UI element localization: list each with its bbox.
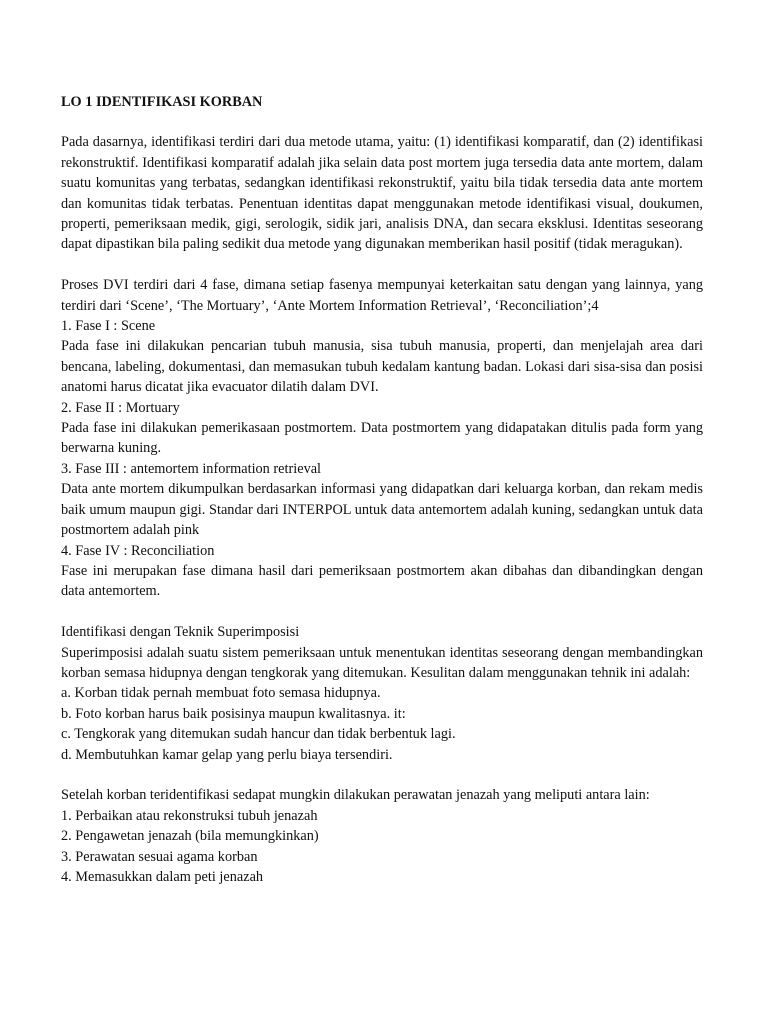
list-item: 4. Memasukkan dalam peti jenazah	[61, 868, 264, 885]
list-item: 1. Perbaikan atau rekonstruksi tubuh jenazah	[61, 807, 318, 824]
phase-1-text: Pada fase ini dilakukan pencarian tubuh manusia, sisa tubuh manusia, properti, dan menjelajah area dari bencana, labeling, dokumentasi, dan memasukan tubuh kedalam kantung badan. Lokasi dari sisa-sisa dan posisi anatomi harus dicatat jika evacuator dilatih dalam DVI.	[61, 338, 703, 396]
list-item: b. Foto korban harus baik posisinya maupun kwalitasnya. it:	[61, 705, 406, 722]
list-item: a. Korban tidak pernah membuat foto semasa hidupnya.	[61, 685, 381, 702]
spacer	[61, 602, 703, 622]
intro-paragraph: Pada dasarnya, identifikasi terdiri dari dua metode utama, yaitu: (1) identifikasi komparatif, dan (2) identifikasi rekonstruktif. Identifikasi komparatif adalah jika selain data post mortem juga tersedia data ante mortem, dalam suatu komunitas yang terbatas, sedangkan identifikasi rekonstruktif, yaitu bila tidak tersedia data ante mortem dan komunitas tidak terbatas. Penentuan identitas dapat menggunakan metode identifikasi visual, doukumen, properti, pemeriksaan medik, gigi, serologik, sidik jari, analisis DNA, dan secara eksklusi. Identitas seseorang dapat dipastikan bila paling sedikit dua metode yang digunakan memberikan hasil positif (tidak meragukan).	[61, 134, 703, 253]
phase-4-heading: 4. Fase IV : Reconciliation	[61, 542, 215, 559]
document-title: LO 1 IDENTIFIKASI KORBAN	[61, 94, 263, 110]
list-item: 3. Perawatan sesuai agama korban	[61, 848, 258, 865]
document-page	[61, 92, 703, 887]
superimposition-paragraph: Superimposisi adalah suatu sistem pemeriksaan untuk menentukan identitas seseorang dengan membandingkan korban semasa hidupnya dengan tengkorak yang ditemukan. Kesulitan dalam menggunakan tehnik ini adalah:	[61, 644, 703, 681]
phase-3-heading: 3. Fase III : antemortem information retrieval	[61, 460, 322, 477]
care-intro-paragraph: Setelah korban teridentifikasi sedapat mungkin dilakukan perawatan jenazah yang meliputi antara lain:	[61, 787, 650, 804]
phase-2-text: Pada fase ini dilakukan pemerikasaan postmortem. Data postmortem yang didapatakan ditulis pada form yang berwarna kuning.	[61, 420, 703, 457]
phase-3-text: Data ante mortem dikumpulkan berdasarkan informasi yang didapatkan dari keluarga korban, dan rekam medis baik umum maupun gigi. Standar dari INTERPOL untuk data antemortem adalah kuning, sedangkan untuk data postmortem adalah pink	[61, 481, 703, 539]
phase-2-heading: 2. Fase II : Mortuary	[61, 399, 180, 416]
list-item: c. Tengkorak yang ditemukan sudah hancur dan tidak berbentuk lagi.	[61, 726, 456, 743]
list-item: 2. Pengawetan jenazah (bila memungkinkan)	[61, 828, 319, 845]
spacer	[61, 255, 703, 275]
list-item: d. Membutuhkan kamar gelap yang perlu biaya tersendiri.	[61, 746, 393, 763]
phase-4-text: Fase ini merupakan fase dimana hasil dari pemeriksaan postmortem akan dibahas dan dibandingkan dengan data antemortem.	[61, 562, 703, 600]
superimposition-heading: Identifikasi dengan Teknik Superimposisi	[61, 624, 300, 641]
phase-1-heading: 1. Fase I : Scene	[61, 318, 156, 335]
dvi-intro-paragraph: Proses DVI terdiri dari 4 fase, dimana setiap fasenya mempunyai keterkaitan satu dengan yang lainnya, yang terdiri dari ‘Scene’, ‘The Mortuary’, ‘Ante Mortem Information Retrieval’, ‘Reconciliation’;4	[61, 277, 703, 314]
spacer	[61, 765, 703, 785]
